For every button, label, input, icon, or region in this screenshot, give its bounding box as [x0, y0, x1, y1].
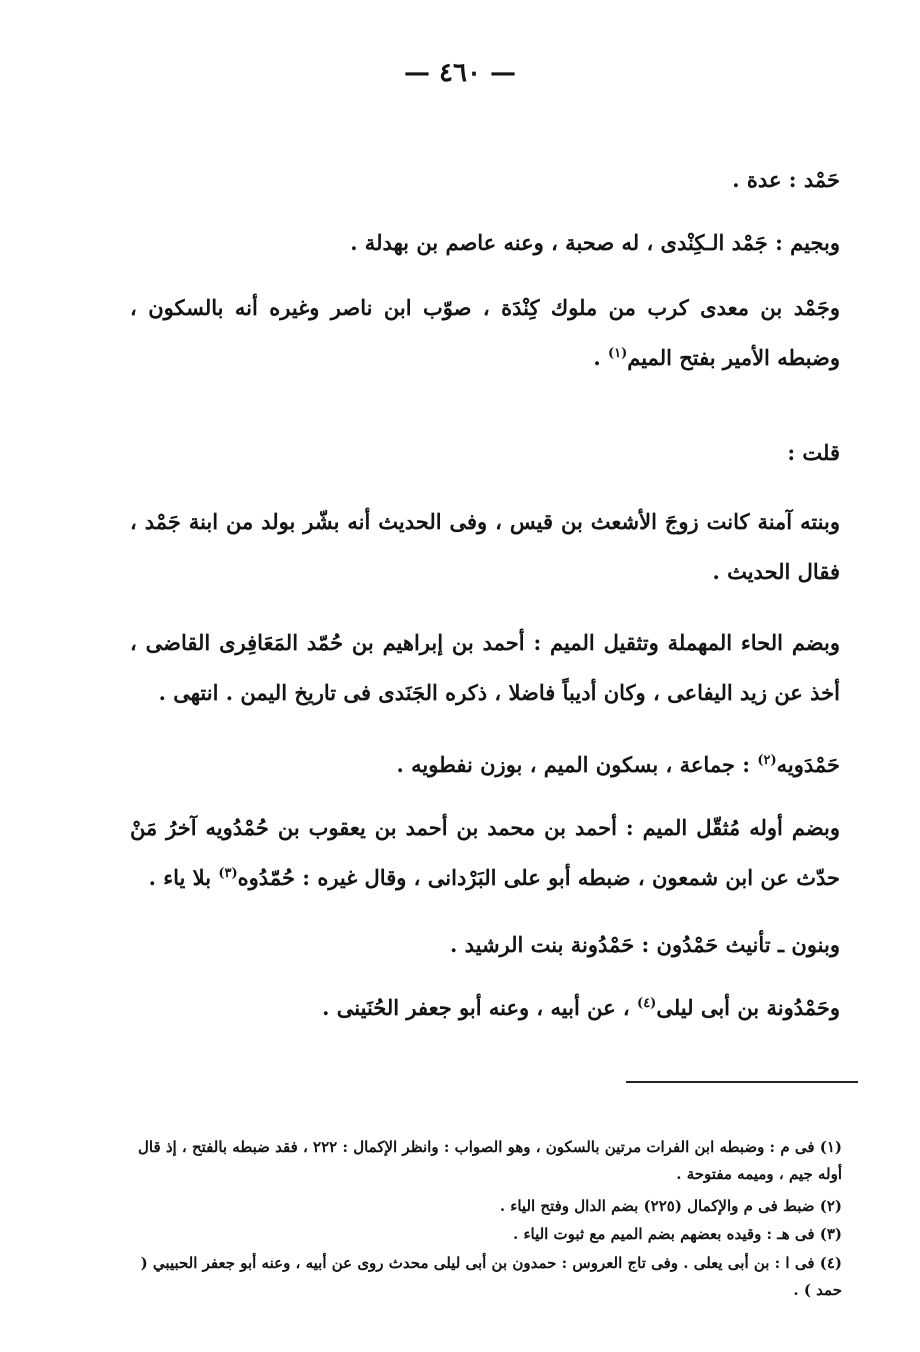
- entry-text: وبضم الحاء المهملة وتثقيل الميم : أحمد بن إبراهيم بن حُمّد المَعَافِرى القاضى ، أخذ عن زيد اليفاعى ، وكان أديباً فاضلا ، ذكره الجَنَدى فى تاريخ اليمن . انتهى .: [130, 630, 840, 705]
- entry-text: وبجيم : جَمْد الـكِنْدى ، له صحبة ، وعنه عاصم بن بهدلة .: [350, 230, 840, 255]
- footnote-2: (٢) ضبط فى م والإكمال (٢٢٥) بضم الدال وفتح الياء .: [499, 1197, 842, 1215]
- footnote-divider: [626, 1081, 858, 1083]
- entry-hamduna-rashid: [130, 920, 840, 970]
- footnote-ref-2[interactable]: (٢): [757, 753, 777, 768]
- entry-text: وبنته آمنة كانت زوجَ الأشعث بن قيس ، وفى الحديث أنه بشّر بولد من ابنة جَمْد ، فقال الحديث .: [130, 509, 840, 584]
- entry-hamd: [130, 155, 840, 205]
- entry-text-tail: بلا ياء .: [148, 865, 219, 890]
- entry-text: وحَمْدُونة بن أبى ليلى: [656, 995, 840, 1020]
- footnote-1: (١) فى م : وضبطه ابن الفرات مرتين بالسكون ، وهو الصواب : وانظر الإكمال : ٢٢٢ ، فقد ضبطه بالفتح ، إذ قال أوله جيم ، وميمه مفتوحة .: [137, 1138, 842, 1183]
- qultu-heading: [130, 428, 840, 478]
- entry-hamduna-abi-layla: [130, 983, 840, 1033]
- entry-text: حَمْدَويه: [776, 752, 840, 777]
- entry-jamd-madi-karib: [130, 283, 840, 383]
- footnote-3: (٣) فى هـ : وقيده بعضهم بضم الميم مع ثبوت الياء .: [513, 1225, 842, 1243]
- entry-text-tail: .: [593, 345, 608, 370]
- footnote-4: (٤) فى ا : بن أبى يعلى . وفى تاج العروس : حمدون بن أبى ليلى محدث روى عن أبيه ، وعنه أبو جعفر الحبيبي ( حمد ) .: [140, 1254, 842, 1299]
- footnote-ref-4[interactable]: (٤): [637, 996, 657, 1011]
- footnote-ref-3[interactable]: (٣): [218, 866, 238, 881]
- entry-humduwayh: [130, 803, 840, 903]
- entry-text-tail: ، عن أبيه ، وعنه أبو جعفر الحُنَينى .: [322, 995, 638, 1020]
- entry-humad-maafiri: [130, 618, 840, 718]
- entry-text: حَمْد : عدة .: [732, 167, 840, 192]
- entry-text-tail: : جماعة ، بسكون الميم ، بوزن نفطويه .: [396, 752, 758, 777]
- entry-jamd-kindi: [130, 218, 840, 268]
- entry-text: وبنون ـ تأنيث حَمْدُون : حَمْدُونة بنت الرشيد .: [449, 932, 840, 957]
- footnote-ref-1[interactable]: (١): [607, 346, 628, 361]
- entry-amina: [130, 497, 840, 597]
- heading-text: قلت :: [787, 440, 840, 465]
- entry-text: وجَمْد بن معدى كرب من ملوك كِنْدَة ، صوّب ابن ناصر وغيره أنه بالسكون ، وضبطه الأمير بفتح الميم: [130, 295, 840, 370]
- entry-hamdawayh: [130, 740, 840, 790]
- page-number: — ٤٦٠ —: [403, 58, 517, 88]
- entry-text: وبضم أوله مُثقّل الميم : أحمد بن محمد بن أحمد بن يعقوب بن حُمْدُويه آخرُ مَنْ حدّث عن ابن شمعون ، ضبطه أبو على البَرْدانى ، وقال غيره : حُمّدُوه: [130, 815, 840, 890]
